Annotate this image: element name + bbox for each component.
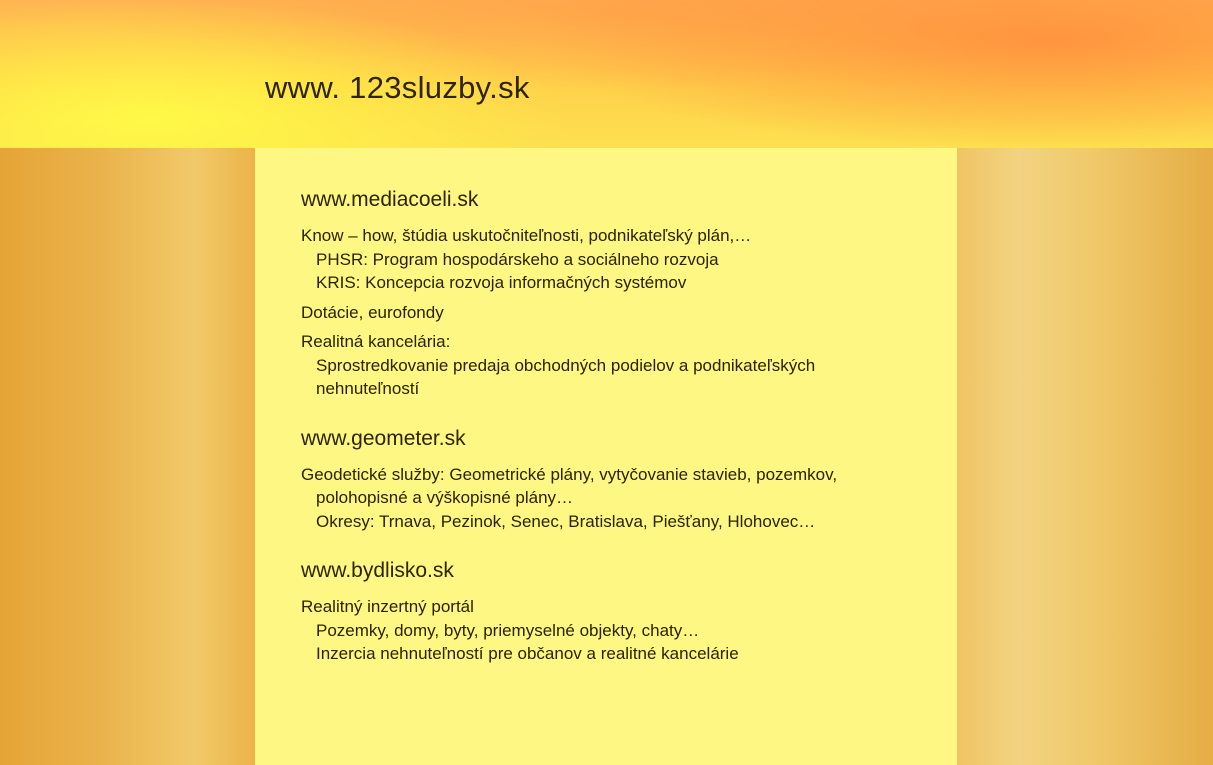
section-mediacoeli	[301, 186, 957, 401]
section-line: PHSR: Program hospodárskeho a sociálneho rozvoja	[316, 249, 719, 269]
section-line: Geodetické služby: Geometrické plány, vytyčovanie stavieb, pozemkov,	[301, 464, 838, 484]
site-title: www. 123sluzby.sk	[265, 70, 530, 105]
section-line: polohopisné a výškopisné plány…	[316, 488, 574, 507]
section-line: Pozemky, domy, byty, priemyselné objekty, chaty…	[316, 620, 700, 640]
section-line: Realitná kancelária:	[301, 332, 451, 351]
section-line: Okresy: Trnava, Pezinok, Senec, Bratislava, Piešťany, Hlohovec…	[316, 511, 816, 531]
section-line: Inzercia nehnuteľností pre občanov a realitné kancelárie	[316, 644, 739, 663]
page-header	[0, 0, 1213, 148]
section-line: Know – how, štúdia uskutočniteľnosti, podnikateľský plán,…	[301, 226, 752, 245]
section-line: Sprostredkovanie predaja obchodných podielov a podnikateľských	[316, 355, 816, 375]
section-title-link[interactable]: www.bydlisko.sk	[301, 559, 454, 582]
section-bydlisko	[301, 557, 957, 666]
section-line: Dotácie, eurofondy	[301, 302, 444, 322]
main-content	[255, 148, 957, 765]
section-title-link[interactable]: www.mediacoeli.sk	[301, 188, 479, 211]
section-line: KRIS: Koncepcia rozvoja informačných systémov	[316, 273, 687, 292]
section-line: Realitný inzertný portál	[301, 597, 474, 616]
section-line: nehnuteľností	[316, 379, 420, 398]
section-title-link[interactable]: www.geometer.sk	[301, 426, 466, 450]
section-geometer	[301, 425, 957, 534]
